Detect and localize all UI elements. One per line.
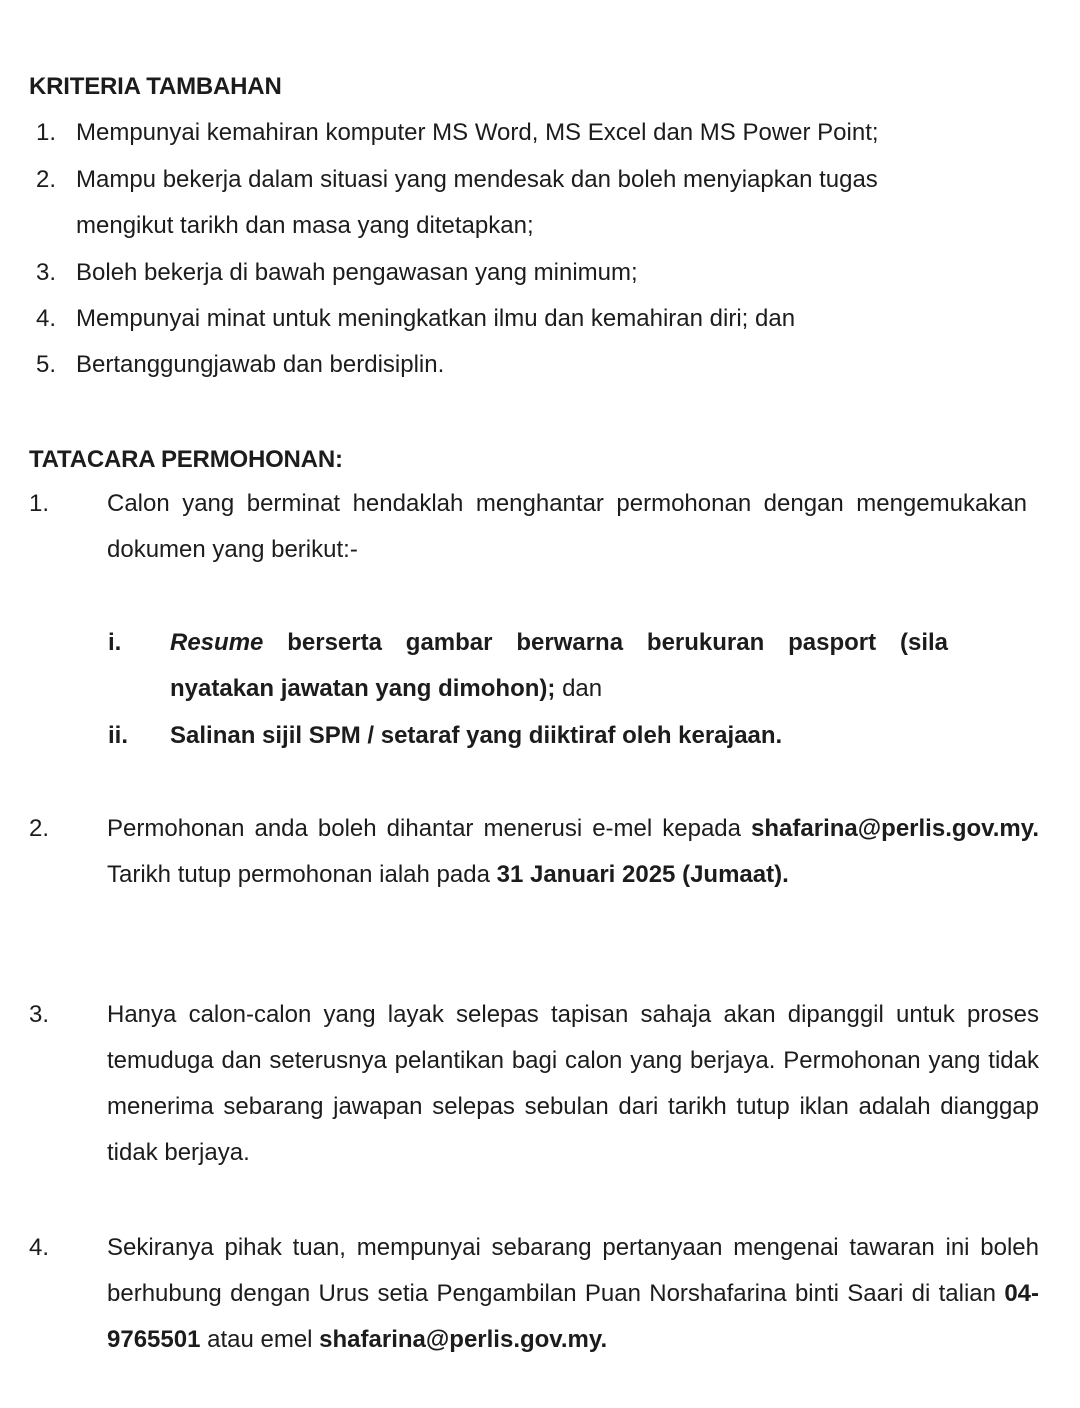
sub-list-number: ii. — [108, 722, 129, 749]
list-text: Mampu bekerja dalam situasi yang mendesak dan boleh menyiapkan tugas mengikut tarikh dan masa yang ditetapkan; — [76, 166, 878, 239]
kriteria-item-3 — [36, 250, 1036, 296]
paragraph-text — [107, 806, 1039, 898]
list-text: Mempunyai kemahiran komputer MS Word, MS Excel dan MS Power Point; — [76, 119, 879, 146]
list-number: 3. — [29, 1001, 50, 1028]
resume-word: Resume — [170, 629, 264, 656]
document-item-ii — [108, 713, 948, 759]
list-text: Bertanggungjawab dan berdisiplin. — [76, 351, 445, 378]
phone-number: 04-9765501 — [107, 1280, 1039, 1353]
kriteria-item-5 — [36, 342, 1036, 388]
paragraph-text-b: Tarikh tutup permohonan ialah pada — [107, 861, 497, 888]
list-number: 1. — [36, 119, 57, 146]
list-text: Mempunyai minat untuk meningkatkan ilmu dan kemahiran diri; dan — [76, 305, 796, 332]
list-number: 5. — [36, 351, 57, 378]
tatacara-item-3 — [29, 992, 1039, 1176]
kriteria-item-1 — [36, 110, 1036, 156]
kriteria-item-4 — [36, 296, 1036, 342]
list-number: 2. — [36, 166, 57, 193]
sub-list-text: Salinan sijil SPM / setaraf yang diiktiraf oleh kerajaan. — [170, 722, 783, 749]
list-number: 4. — [29, 1234, 50, 1261]
list-number: 1. — [29, 490, 50, 517]
tatacara-item-2 — [29, 806, 1039, 898]
tatacara-item-4 — [29, 1225, 1039, 1363]
paragraph-text: Hanya calon-calon yang layak selepas tapisan sahaja akan dipanggil untuk proses temuduga dan seterusnya pelantikan bagi calon yang berjaya. Permohonan yang tidak menerima sebarang jawapan selepas sebulan dari tarikh tutup iklan adalah dianggap tidak berjaya. — [107, 1001, 1039, 1166]
paragraph-text: Calon yang berminat hendaklah menghantar permohonan dengan mengemukakan dokumen yang berikut:- — [107, 490, 1027, 563]
email-link[interactable]: shafarina@perlis.gov.my. — [751, 815, 1039, 842]
document-item-i — [108, 620, 948, 712]
paragraph-text-a: Sekiranya pihak tuan, mempunyai sebarang pertanyaan mengenai tawaran ini boleh berhubung dengan Urus setia Pengambilan Puan Norshafarina binti Saari di talian — [107, 1234, 1039, 1307]
paragraph-text — [107, 1225, 1039, 1363]
conjunction-text: dan — [555, 675, 603, 702]
tatacara-item-1 — [29, 481, 1027, 573]
list-number: 4. — [36, 305, 57, 332]
list-number: 2. — [29, 815, 50, 842]
resume-description: berserta gambar berwarna berukuran pasport (sila nyatakan jawatan yang dimohon); — [170, 629, 948, 702]
email-link[interactable]: shafarina@perlis.gov.my. — [319, 1326, 608, 1353]
paragraph-text-a: Permohonan anda boleh dihantar menerusi e-mel kepada — [107, 815, 752, 842]
list-number: 3. — [36, 259, 57, 286]
kriteria-heading: KRITERIA TAMBAHAN — [29, 73, 282, 100]
tatacara-heading: TATACARA PERMOHONAN: — [29, 446, 343, 473]
kriteria-item-2 — [36, 157, 976, 249]
paragraph-text-b: atau emel — [200, 1326, 320, 1353]
sub-list-text — [170, 620, 948, 712]
sub-list-number: i. — [108, 629, 122, 656]
deadline-date: 31 Januari 2025 (Jumaat). — [496, 861, 789, 888]
list-text: Boleh bekerja di bawah pengawasan yang minimum; — [76, 259, 638, 286]
